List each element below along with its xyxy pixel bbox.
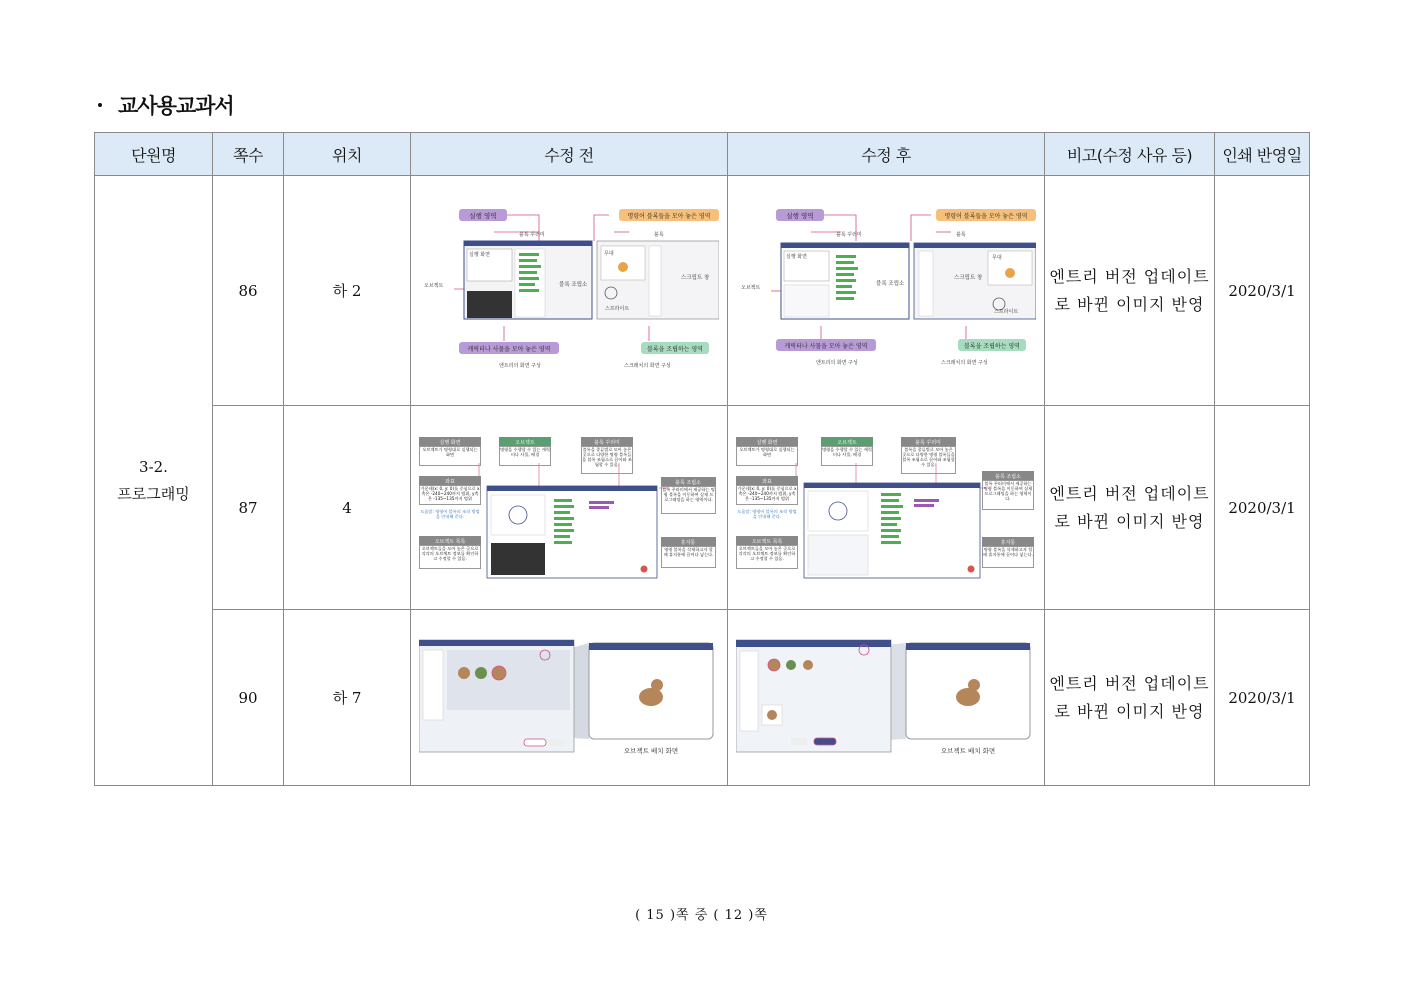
section-title: 교사용교과서 bbox=[118, 94, 234, 118]
page-cell: 86 bbox=[213, 176, 284, 406]
label-text: 블록 조립소 bbox=[559, 281, 588, 288]
label-text: 스프라이트 bbox=[994, 308, 1019, 315]
label-text: 블록 꾸러미 bbox=[519, 231, 545, 238]
label-text: 블록 bbox=[956, 231, 966, 238]
label-text: 실행 영역 bbox=[469, 211, 497, 220]
header-date: 인쇄 반영일 bbox=[1215, 133, 1310, 176]
before-image-90 bbox=[419, 635, 719, 760]
table-row bbox=[95, 176, 1310, 406]
label-text: 오브젝트 bbox=[837, 439, 857, 446]
note-cell: 엔트리 버전 업데이트로 바뀐 이미지 반영 bbox=[1045, 406, 1215, 610]
desc-text: 명령을 수행할 수 있는 캐릭터나 사물, 배경 bbox=[499, 446, 551, 466]
date-cell: 2020/3/1 bbox=[1215, 176, 1310, 406]
table-row bbox=[95, 406, 1310, 610]
table-row bbox=[95, 610, 1310, 786]
label-text: 오브젝트 bbox=[424, 282, 444, 289]
note-cell: 엔트리 버전 업데이트로 바뀐 이미지 반영 bbox=[1045, 610, 1215, 786]
desc-text: 명령 블록을 삭제하고자 할 때 휴지통에 끌어다 넣는다. bbox=[982, 546, 1034, 568]
label-text: 스크립트 창 bbox=[681, 274, 710, 281]
label-text: 좌표 bbox=[762, 478, 772, 485]
position-cell: 4 bbox=[284, 406, 411, 610]
label-text: 휴지통 bbox=[1000, 539, 1016, 546]
desc-text: 가운데(x: 0, y: 0)를 중심으로 x축은 -240~240까지 범위, y축은 -135~135까지 범위 bbox=[736, 485, 798, 505]
label-text: 실행 화면 bbox=[469, 251, 490, 258]
page-cell: 87 bbox=[213, 406, 284, 610]
desc-text: 블록 꾸러미에서 제공하는 명령 블록을 이동하여 실제 프로그래밍을 하는 영역이다. bbox=[661, 486, 716, 514]
desc-text: 명령 블록을 삭제하고자 할 때 휴지통에 끌어다 넣는다. bbox=[661, 546, 716, 568]
caption-text: 오브젝트 배치 화면 bbox=[940, 747, 996, 755]
position-cell: 하 2 bbox=[284, 176, 411, 406]
label-text: 휴지통 bbox=[680, 539, 696, 546]
label-text: 블록을 조립하는 영역 bbox=[964, 342, 1020, 350]
desc-text: 가운데(x: 0, y: 0)를 중심으로 x축은 -240~240까지 범위, y축은 -135~135까지 범위 bbox=[419, 485, 481, 505]
before-image-87 bbox=[419, 433, 719, 583]
label-text: 오브젝트 목록 bbox=[434, 538, 466, 545]
after-image-87 bbox=[736, 433, 1036, 583]
label-text: 블록 조립소 bbox=[675, 479, 701, 486]
desc-text: 오브젝트가 명령대로 실행되는 화면 bbox=[419, 446, 481, 466]
label-text: 명령어 블록들을 모아 놓은 영역 bbox=[944, 212, 1028, 220]
header-before: 수정 전 bbox=[411, 133, 728, 176]
caption-text: 스크래치의 화면 구성 bbox=[941, 359, 988, 366]
desc-text: 오브젝트가 명령대로 실행되는 화면 bbox=[736, 446, 798, 466]
label-text: 명령어 블록들을 모아 놓은 영역 bbox=[627, 212, 711, 220]
label-text: 실행 영역 bbox=[786, 211, 814, 220]
after-image-86 bbox=[736, 201, 1036, 381]
revision-table bbox=[94, 132, 1310, 786]
label-text: 블록 꾸러미 bbox=[915, 439, 941, 446]
label-text: 실행 화면 bbox=[786, 253, 807, 260]
label-text: 스프라이트 bbox=[605, 305, 630, 312]
desc-text: 오브젝트들을 모아 놓은 곳으로 각각의 오브젝트 정보를 확인하고 수정할 수 있음. bbox=[736, 545, 798, 569]
caption-text: 오브젝트 배치 화면 bbox=[623, 747, 679, 755]
header-page: 쪽수 bbox=[213, 133, 284, 176]
label-text: 블록을 조립하는 영역 bbox=[647, 345, 703, 353]
table-header-row bbox=[95, 133, 1310, 176]
unit-name-cell bbox=[95, 176, 213, 786]
after-image-cell bbox=[728, 610, 1045, 786]
desc-text: 블록을 종류별로 모아 놓은 곳으로 다양한 명령 블록들을 블록 조립소로 끌어와 조립할 수 있음. bbox=[581, 446, 633, 474]
label-text: 무대 bbox=[604, 250, 614, 257]
header-note: 비고(수정 사유 등) bbox=[1045, 133, 1215, 176]
label-text: 좌표 bbox=[445, 478, 455, 485]
desc-text: 오브젝트들을 모아 놓은 곳으로 각각의 오브젝트 정보를 확인하고 수정할 수 있음. bbox=[419, 545, 481, 569]
bullet-icon bbox=[98, 103, 102, 107]
after-image-cell bbox=[728, 176, 1045, 406]
desc-text: 블록 꾸러미에서 제공하는 명령 블록을 이동하여 실제 프로그래밍을 하는 영역이다. bbox=[982, 480, 1034, 510]
position-cell: 하 7 bbox=[284, 610, 411, 786]
date-cell: 2020/3/1 bbox=[1215, 610, 1310, 786]
help-text: 도움말: 명령어 블록의 조작 방법을 안내해 준다. bbox=[420, 508, 480, 519]
header-unit: 단원명 bbox=[95, 133, 213, 176]
before-image-86 bbox=[419, 201, 719, 381]
caption-text: 엔트리의 화면 구성 bbox=[499, 362, 541, 369]
unit-name: 3-2. 프로그래밍 bbox=[117, 457, 190, 503]
label-text: 캐릭터나 사물을 모아 놓은 영역 bbox=[784, 342, 868, 350]
page-cell: 90 bbox=[213, 610, 284, 786]
caption-text: 스크래치의 화면 구성 bbox=[624, 362, 671, 369]
before-image-cell bbox=[411, 176, 728, 406]
label-text: 오브젝트 목록 bbox=[751, 538, 783, 545]
label-text: 캐릭터나 사물을 모아 놓은 영역 bbox=[467, 345, 551, 353]
desc-text: 명령을 수행할 수 있는 캐릭터나 사물, 배경 bbox=[821, 446, 873, 466]
label-text: 블록 조립소 bbox=[876, 280, 905, 287]
label-text: 블록 꾸러미 bbox=[836, 231, 862, 238]
page-footer: ( 15 )쪽 중 ( 12 )쪽 bbox=[635, 908, 768, 923]
note-cell: 엔트리 버전 업데이트로 바뀐 이미지 반영 bbox=[1045, 176, 1215, 406]
label-text: 오브젝트 bbox=[515, 439, 535, 446]
caption-text: 엔트리의 화면 구성 bbox=[816, 359, 858, 366]
label-text: 오브젝트 bbox=[741, 284, 761, 291]
date-cell: 2020/3/1 bbox=[1215, 406, 1310, 610]
help-text: 도움말: 명령어 블록의 조작 방법을 안내해 준다. bbox=[737, 508, 797, 519]
header-position: 위치 bbox=[284, 133, 411, 176]
desc-text: 블록을 종류별로 모아 놓은 곳으로 다양한 명령 블록들을 블록 조립소로 끌어와 조립할 수 있음. bbox=[901, 446, 956, 474]
before-image-cell bbox=[411, 610, 728, 786]
label-text: 블록 조립소 bbox=[995, 473, 1021, 480]
after-image-90 bbox=[736, 635, 1036, 760]
label-text: 블록 꾸러미 bbox=[594, 439, 620, 446]
label-text: 블록 bbox=[654, 231, 664, 238]
label-text: 스크립트 창 bbox=[954, 274, 983, 281]
section-heading bbox=[98, 90, 234, 120]
before-image-cell bbox=[411, 406, 728, 610]
label-text: 실행 화면 bbox=[756, 439, 778, 446]
after-image-cell bbox=[728, 406, 1045, 610]
label-text: 실행 화면 bbox=[439, 439, 461, 446]
header-after: 수정 후 bbox=[728, 133, 1045, 176]
label-text: 무대 bbox=[992, 254, 1002, 261]
